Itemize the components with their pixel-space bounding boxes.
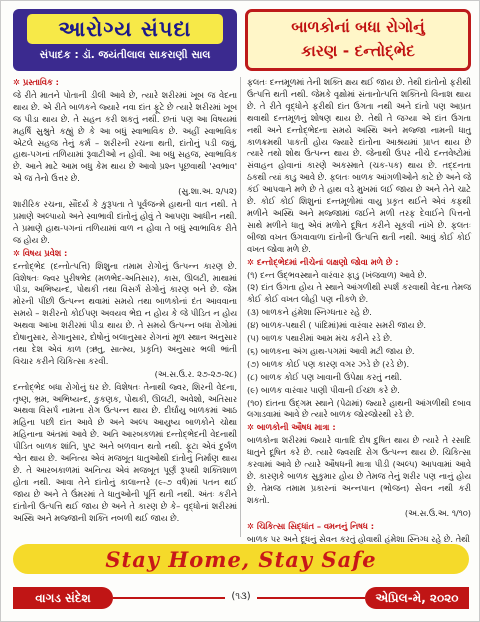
citation-reference: (અ.સ.ઉ.ર. ૨૭-૨૭-૨૮) <box>154 368 237 379</box>
issue-date: એપ્રિલ-મે, ૨૦૨૦ <box>365 587 469 609</box>
section-subheading: ✲ બાળકોની ઔષધ માત્રા : <box>247 422 336 433</box>
paragraph: દન્તોદ્ભેદ બધા રોગોનું ઘર છે. વિશેષતઃ તેનાથી જ્વર, શિરની વેદના, તૃષ્ણ, ભ્રમ, અભિષ્યન્દ, કુકણક, પોથકી, ઊલટી, અવેશો, અતિસાર અથવા વિસર્પ નામના રોગ ઉત્પન્ન થાય છે. દીર્ઘાયુ બાળકમાં આઠ મહિના પછી દાંત આવે છે અને અલ્પ આયુષ્ય બાળકોને ચોથા મહિનાના અંતમાં આવે છે. અતિ આરબકળમાં દન્તોદ્ભેદની વેદનાથી પીડિત બાળક શાંતિ, પુષ્ટ અને બળવાન થતો નથી. ફૂટા એવં દુર્બળ શ્વેત થાય છે. અનિત્ય એવં મજબૂત ધાતુઓથી દાંતોનું નિર્માણ થાય છે. તે આરબકાળમાં અનિત્ય એવં મજબૂત પૂર્ણ રૂપથી શક્તિશાળ હોતા નથી. આવા તેને દાંતોનું કાલાન્તરે (૯-૭ વર્ષ)માં પતન થઈ જાય છે અને તે ઉંમરમાં તે ધાતુઓની પૂર્તિ થતી નથી. અંતઃ કરીને દાંતોની ઉત્પત્તિ થઈ જાય છે અને તે કારણ છે કે– વૃદ્ધોનાં શરીરમાં અસ્થિ અને મજ્જાની શક્તિ નબળી થઈ જાય છે. <box>13 381 237 523</box>
paragraph: ફલતઃ દન્તમૂળમાં તેની શક્તિ ક્ષય થઈ જાય છે. તેથી દાંતોનો ફરીથી ઉત્પત્તિ થતી નથી. જેમકે વૃક્ષોમાં સંતાનોત્પત્તિ શક્તિનો વિનાશ થાય છે. તે રીતે વૃદ્ધોને ફરીથી દાંત ઉગતા નથી અને દાંતો પણ આપ્રત થવાથી દન્તમૂળનું શોષણ થાય છે. તેથી તે જગ્યા એ દાંત ઉગતા નથી અને દન્તોદ્ભેદના સમયે અસ્થિ અને મજ્જા નામની ધાતુ કાળક્રમથી પાકતી હોય જ્યારે દાંતોના આશ્રયમાં પ્રાપ્ત થાય છે ત્યારે તથો શોથ ઉત્પન્ન થાય છે. જેનાથી ઉપર નીચે દન્તવેષ્ટોમાં સંવાહન હોવાનાં કારણે અકસ્માતે (ચક-પક) થાય છે. તદ્દનતા ઠકથી ત્યાં કાડુ આવે છે. ફલતઃ બાળક આંગળીઓને કાટે છે અને જે કંઈ આપવાને મળે છે તે હાથ વડે મુખમાં લઈ જાય છે અને તેને ચાટે છે. કોઈ કોઈ શિશુનાં દન્તમૂળોમાં વાયુ પ્રકૃત થઈને એવં કફથી મળીને અસ્થિ અને મજ્જામાં જઈને મળી તરફ દેવાઈને પિત્તનો સાથે મળીને ધાતુ એવં મળોને દૂષિત કરીને સૂકવી નાંખે છે. ફલતઃ બીજા વખત ઉગવાવાળા દાંતોની ઉત્પત્તિ થતી નથી. આવું કોઈ કોઈ વખત જોવા મળે છે. <box>247 77 471 254</box>
paragraph: (૯) બાળક વારંવાર પાણી પીવાની ઈચ્છા કરે છે. <box>247 384 400 395</box>
paragraph: (૪) બાળક-પથારી ( પાંદિમાં)માં વારંવાર સમરી જાય છે. <box>247 320 427 331</box>
section-subheading: ✲ પ્રસ્તાવિક : <box>13 77 59 87</box>
section-subheading: ✲ દન્તોદ્ભેદમાં નીચેનાં લક્ષણો જોવા મળે છે : <box>247 256 399 267</box>
section-title: આરોગ્ય સંપદા <box>27 14 223 44</box>
right-text-column <box>247 77 471 546</box>
paragraph: (૬) બાળકના અંગ હાથ-પગમાં આવી મટી જાય છે. <box>247 345 415 356</box>
paragraph: (૫) બાળક પથારીમાં આમ મંચ કરીને રડે છે. <box>247 333 393 344</box>
article-title-line-2: કારણ - દન્તોદ્ભેદ <box>301 42 415 60</box>
section-subheading: ✲ ચિકિત્સા સિદ્ધાંત – વમનનું નિષધ : <box>247 520 375 531</box>
paragraph: (૧) દન્ત ઉદ્ભવસ્થાને વારંવાર ફાડુ (ખંજવાળ) આવે છે. <box>247 269 427 280</box>
section-subheading: ✲ વિષય પ્રવેશ : <box>13 247 68 258</box>
stay-home-banner: Stay Home, Stay Safe <box>13 544 469 574</box>
citation-reference: (સુ.શા.અ. ૨/૫૨) <box>178 186 237 197</box>
column-divider <box>240 77 241 537</box>
paragraph: (૭) બાળક કોઈ પણ કારણ વગર ઝડે છે (રડે છે). <box>247 358 410 369</box>
citation-reference: (અ.સ.ઉ.અ. ૧/૧૦) <box>404 507 471 518</box>
magazine-name: વાગડ સંદેશ <box>13 587 113 609</box>
health-section-header <box>13 9 237 71</box>
paragraph: બાળક પર અને દૂધનું સેવન કરતું હોવાથી હંમેશા સ્નિગ્ધ રહે છે. તેથી <box>247 533 470 544</box>
paragraph: શારીરિક રચના, સૌંદર્ય કે કુરૂપતા તે પૂર્વજન્મે હાથની વાત નથી. તે પ્રમાણે અલ્પાયો અને સ્વાભાવી દાંતોનું હોવું તે આપણા આધીન નથી. તે પ્રમાણે હાથ-પગનાં તળિયામાં વાળ ન હોવા તે બધું સ્વાભાવિક રીતે જ હોય છે. <box>13 199 237 245</box>
paragraph: (૮) બાળક કોઈ પણ ખાવાની ઉપેક્ષા કરતું નથી. <box>247 371 403 382</box>
paragraph: બાળકોના શરીરમાં જ્યારે વાતાદિ દોષ દુષિત થાય છે ત્યારે તે રસાદિ ધાતુને દૂષિત કરે છે. ત્યારે જ્વરાદિ રોગ ઉત્પન્ન થાય છે. ચિકિત્સા કરવામાં આવે છે ત્યારે ઔષધની માત્રા પીડી (અલ્પ) આપવામાં આવે છે. કારણકે બાળક સુકુમાર હોય છે તેમજ તેનું શરીર પણ નાનું હોય છે. તેમજ તમામ પ્રકારનાં અન્નપાન (ભોજન) સેવન નથી કરી શકતો. <box>247 435 471 505</box>
page-footer <box>1 587 480 611</box>
paragraph: દન્તોદ્ભેદ (દન્તોત્પત્તિ) શિશુના તમામ રોગોનું ઉત્પન્ન કારણ છે. વિશેષતઃ જ્વર પુરીષભેદ (મળભેદ-અતિસાર), કાસ, ઊલટી, માથામાં પીડા, અભિષ્યન્દ, પોથકી તથા વિસર્ગ રોગોનું કારણ બને છે. જેમ મોરની પીંછી ઉત્પન્ન થવામાં સમયે તથા બાળકોનાં દંત આવવાના સમયે – શરીરનો કોઈપણ અવયવ ભેદ્ય ન હોય કે જે પીડિત ન હોય અથવા આખા શરીરમાં પીડા થાય છે. તે સમયે ઉત્પન્ન બધા રોગોમાં દોષાનુસાર, રોગાનુસાર, દોષોનું બલાનુસાર રોગનાં મૂળ સ્થાન અનુસાર તથા દેશ એવં કાળ (ઋતુ, સાત્મ્ય, પ્રકૃતિ) અનુસાર ભલી ભાંતી વિચાર કરીને ચિકિત્સા કરવી. <box>13 260 237 366</box>
article-title-line-1: બાળકોનાં બધા રોગોનું <box>291 18 425 36</box>
left-text-column <box>13 77 237 526</box>
paragraph: (૧૦) દાંતના ઉદ્ગમ સ્થાને (પેઢામાં) જ્યારે હાથની આંગળીથી દબાવ લગાડવામાં આવે છે ત્યારે બાળક જોરજોરથી રડે છે. <box>247 397 471 420</box>
article-title-box <box>245 9 471 71</box>
paragraph: (૨) દાંત ઉગતા હોય તે સ્થાને આંગળીથી સ્પર્શ કરવાથી વેદના તેમજ કોઈ કોઈ વખત લોહી પણ નીકળે છે. <box>247 282 471 305</box>
page-number: (૧૩) <box>225 591 256 602</box>
editor-credit: સંપાદક : ડૉ. જયંતીલાલ સાકરાણી સાલ <box>39 49 211 61</box>
paragraph: (૩) બાળકને હંમેશા સ્નિગ્ધતાર રહે છે. <box>247 307 372 318</box>
paragraph: જે રીતે માતને પોતાની ડીલી આવે છે, ત્યારે શરીરમાં ખૂબ જ વેદના થાય છે. એ રીતે બાળકને જ્યારે નવા દાંત ફૂટે છે ત્યારે શરીરમાં ખૂબ જ પીડા થાય છે. તે સહન કરી શકતું નથી. છતાં પણ આ વિષયમાં મહર્ષિ સુશ્રુતે કહ્યું છે કે આ બધું સ્વાભાવિક છે. અહીં સ્વાભાવિક એટલે સહજ તેનું કર્મ – શરીરની રચના થતી, દાંતોનું પડી જવું, હાથ-પગનાં તળિયામાં રૂવાટીઓ ન હોવી. આ બધુ સહજ, સ્વાભાવિક છે. આને માટે આમ બધુ કેમ થાય છે આવો પ્રશ્ન પૂછવાથી 'સ્વભાવ' એ જ તેનો ઉત્તર છે. <box>13 89 237 184</box>
